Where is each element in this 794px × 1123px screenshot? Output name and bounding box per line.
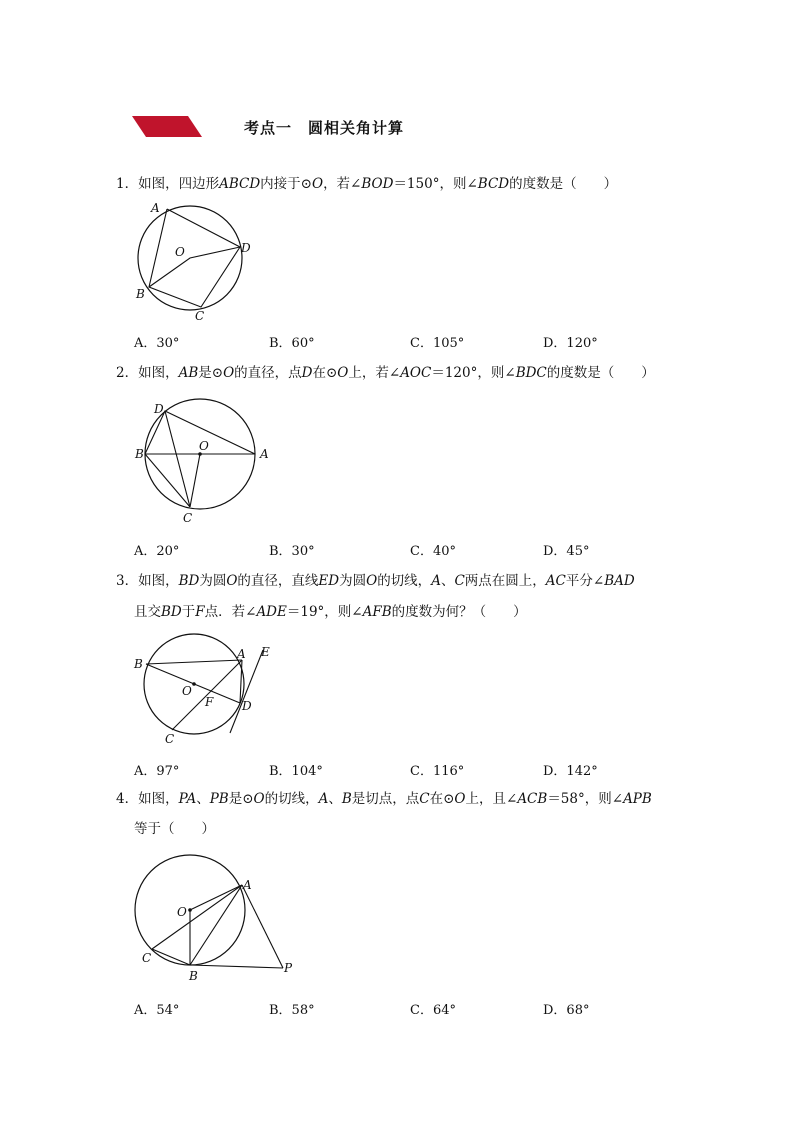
q3-option-a[interactable]: A．97° [134,764,180,779]
question-1-options [134,332,694,350]
q2-label-b: B [135,447,144,461]
question-4-figure [130,848,305,988]
q2-label-a: A [260,447,269,461]
q4-option-a[interactable]: A．54° [134,1003,180,1018]
q1-option-a[interactable]: A．30° [134,336,180,351]
q1-label-d: D [241,241,251,255]
question-4-text-line-2: 等于（ ） [134,821,215,837]
q4-label-a: A [243,878,252,892]
q2-option-d[interactable]: D．45° [543,544,590,559]
q4-option-d[interactable]: D．68° [543,1003,590,1018]
q1-option-b[interactable]: B．60° [269,336,315,351]
question-3-text-line-1: 3．如图，BD为圆O的直径，直线ED为圆O的切线，A、C两点在圆上，AC平分∠BAD [116,573,635,589]
q2-label-o: O [199,439,209,453]
q1-option-c[interactable]: C．105° [410,336,465,351]
section-title: 考点一 圆相关角计算 [244,119,405,137]
section-banner-icon [132,116,204,138]
q3-option-b[interactable]: B．104° [269,764,323,779]
q1-option-d[interactable]: D．120° [543,336,598,351]
q1-label-o: O [175,245,185,259]
question-3-text-line-2: 且交BD于F点．若∠ADE＝19°，则∠AFB的度数为何？（ ） [134,604,527,620]
q4-option-c[interactable]: C．64° [410,1003,456,1018]
question-2-text: 2．如图，AB是⊙O的直径，点D在⊙O上，若∠AOC＝120°，则∠BDC的度数是（ ） [116,365,655,381]
q2-label-c: C [183,511,193,525]
q1-label-c: C [195,309,205,323]
q3-label-c: C [165,732,175,746]
question-4-text-line-1: 4．如图，PA、PB是⊙O的切线，A、B是切点，点C在⊙O上，且∠ACB＝58°，则∠APB [116,791,652,807]
q3-label-e: E [261,645,270,659]
q1-label-b: B [136,287,145,301]
q3-label-a: A [237,647,246,661]
q2-option-a[interactable]: A．20° [134,544,180,559]
question-2-figure [130,396,280,526]
q1-label-a: A [151,201,160,215]
q2-label-d: D [154,402,164,416]
q3-label-d: D [242,699,252,713]
q3-label-b: B [134,657,143,671]
question-3-options [134,760,694,778]
q4-label-o: O [177,905,187,919]
q4-label-p: P [284,961,293,975]
question-1-text: 1．如图，四边形ABCD内接于⊙O，若∠BOD＝150°，则∠BCD的度数是（ ） [116,176,618,192]
question-2-options [134,540,694,558]
q2-option-c[interactable]: C．40° [410,544,456,559]
q4-label-c: C [142,951,152,965]
q3-label-f: F [205,695,214,709]
q3-option-d[interactable]: D．142° [543,764,598,779]
question-1-figure [130,196,260,326]
q4-option-b[interactable]: B．58° [269,1003,315,1018]
q4-label-b: B [189,969,198,983]
q2-option-b[interactable]: B．30° [269,544,315,559]
q3-option-c[interactable]: C．116° [410,764,465,779]
q3-label-o: O [182,684,192,698]
question-3-figure [130,640,280,750]
question-4-options [134,999,694,1017]
